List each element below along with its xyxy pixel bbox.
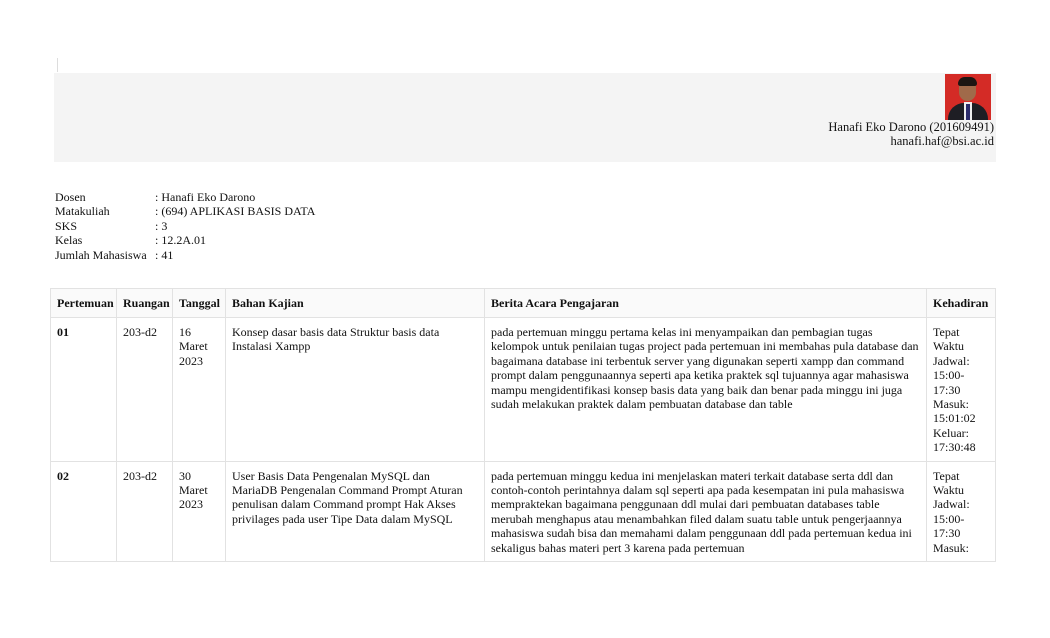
course-info (55, 190, 315, 262)
table-row (51, 318, 996, 462)
cell-kehadiran: Tepat Waktu Jadwal: 15:00-17:30 Masuk: 15:01:02 Keluar: 17:30:48 (927, 318, 996, 462)
profile-name: Hanafi Eko Darono (201609491) (828, 120, 994, 134)
divider (57, 58, 58, 72)
info-row-jumlah (55, 248, 315, 262)
info-label: SKS (55, 218, 78, 233)
profile-email: hanafi.haf@bsi.ac.id (890, 134, 994, 148)
table-header-row (51, 289, 996, 318)
cell-bahan-kajian: User Basis Data Pengenalan MySQL dan MariaDB Pengenalan Command Prompt Aturan penulisan dalam Command prompt Hak Akses privilages pada user Tipe Data dalam MySQL (226, 461, 485, 561)
cell-tanggal: 16 Maret 2023 (173, 318, 226, 462)
info-row-dosen (55, 190, 315, 204)
profile-header (54, 73, 996, 162)
column-header-bahan-kajian: Bahan Kajian (226, 289, 485, 318)
info-value: : 12.2A.01 (155, 233, 206, 248)
column-header-kehadiran: Kehadiran (927, 289, 996, 318)
info-row-sks (55, 219, 315, 233)
cell-ruangan: 203-d2 (117, 318, 173, 462)
info-label: Dosen (55, 190, 86, 204)
info-value: : (694) APLIKASI BASIS DATA (155, 204, 316, 219)
column-header-berita-acara: Berita Acara Pengajaran (485, 289, 927, 318)
cell-pertemuan: 01 (51, 318, 117, 462)
info-row-kelas (55, 233, 315, 247)
table-row (51, 461, 996, 561)
info-label: Kelas (55, 233, 83, 248)
cell-ruangan: 203-d2 (117, 461, 173, 561)
cell-kehadiran: Tepat Waktu Jadwal: 15:00-17:30 Masuk: (927, 461, 996, 561)
info-value: : 3 (155, 218, 168, 233)
info-value: : Hanafi Eko Darono (155, 190, 256, 204)
cell-berita-acara: pada pertemuan minggu kedua ini menjelaskan materi terkait database serta ddl dan contoh-contoh perintahnya dalam sql seperti apa pada kesempatan ini pula mahasiswa mempraktekan bagaimana penggunaan ddl mulai dari pembuatan databases table merubah menghapus atau menambahkan filed dalam suatu table untuk pengerjaannya mahasiswa sudah bisa dan memahami dalam penggunaan ddl pada pertemuan kedua ini sekaligus bahas materi pert 3 karena pada pertemuan (485, 461, 927, 561)
avatar-tie (966, 104, 970, 120)
info-value: : 41 (155, 247, 174, 262)
cell-berita-acara: pada pertemuan minggu pertama kelas ini menyampaikan dan pembagian tugas kelompok untuk penilaian tugas project pada pertemuan ini membahas pula database dan bagaimana database ini terbentuk server yang digunakan seperti xampp dan command prompt dalam penggunaannya seperti apa ketika praktek sql tujuannya agar mahasiswa mampu mengidentifikasi konsep basis data yang baik dan benar pada minggu ini juga sudah melakukan praktek dalam pembuatan database dan table (485, 318, 927, 462)
schedule-table (50, 288, 996, 562)
column-header-tanggal: Tanggal (173, 289, 226, 318)
cell-bahan-kajian: Konsep dasar basis data Struktur basis data Instalasi Xampp (226, 318, 485, 462)
avatar-hair (958, 77, 977, 86)
cell-tanggal: 30 Maret 2023 (173, 461, 226, 561)
info-label: Jumlah Mahasiswa (55, 247, 147, 262)
avatar (945, 74, 991, 120)
info-label: Matakuliah (55, 204, 110, 219)
info-row-matakuliah (55, 204, 315, 218)
cell-pertemuan: 02 (51, 461, 117, 561)
column-header-ruangan: Ruangan (117, 289, 173, 318)
column-header-pertemuan: Pertemuan (51, 289, 117, 318)
